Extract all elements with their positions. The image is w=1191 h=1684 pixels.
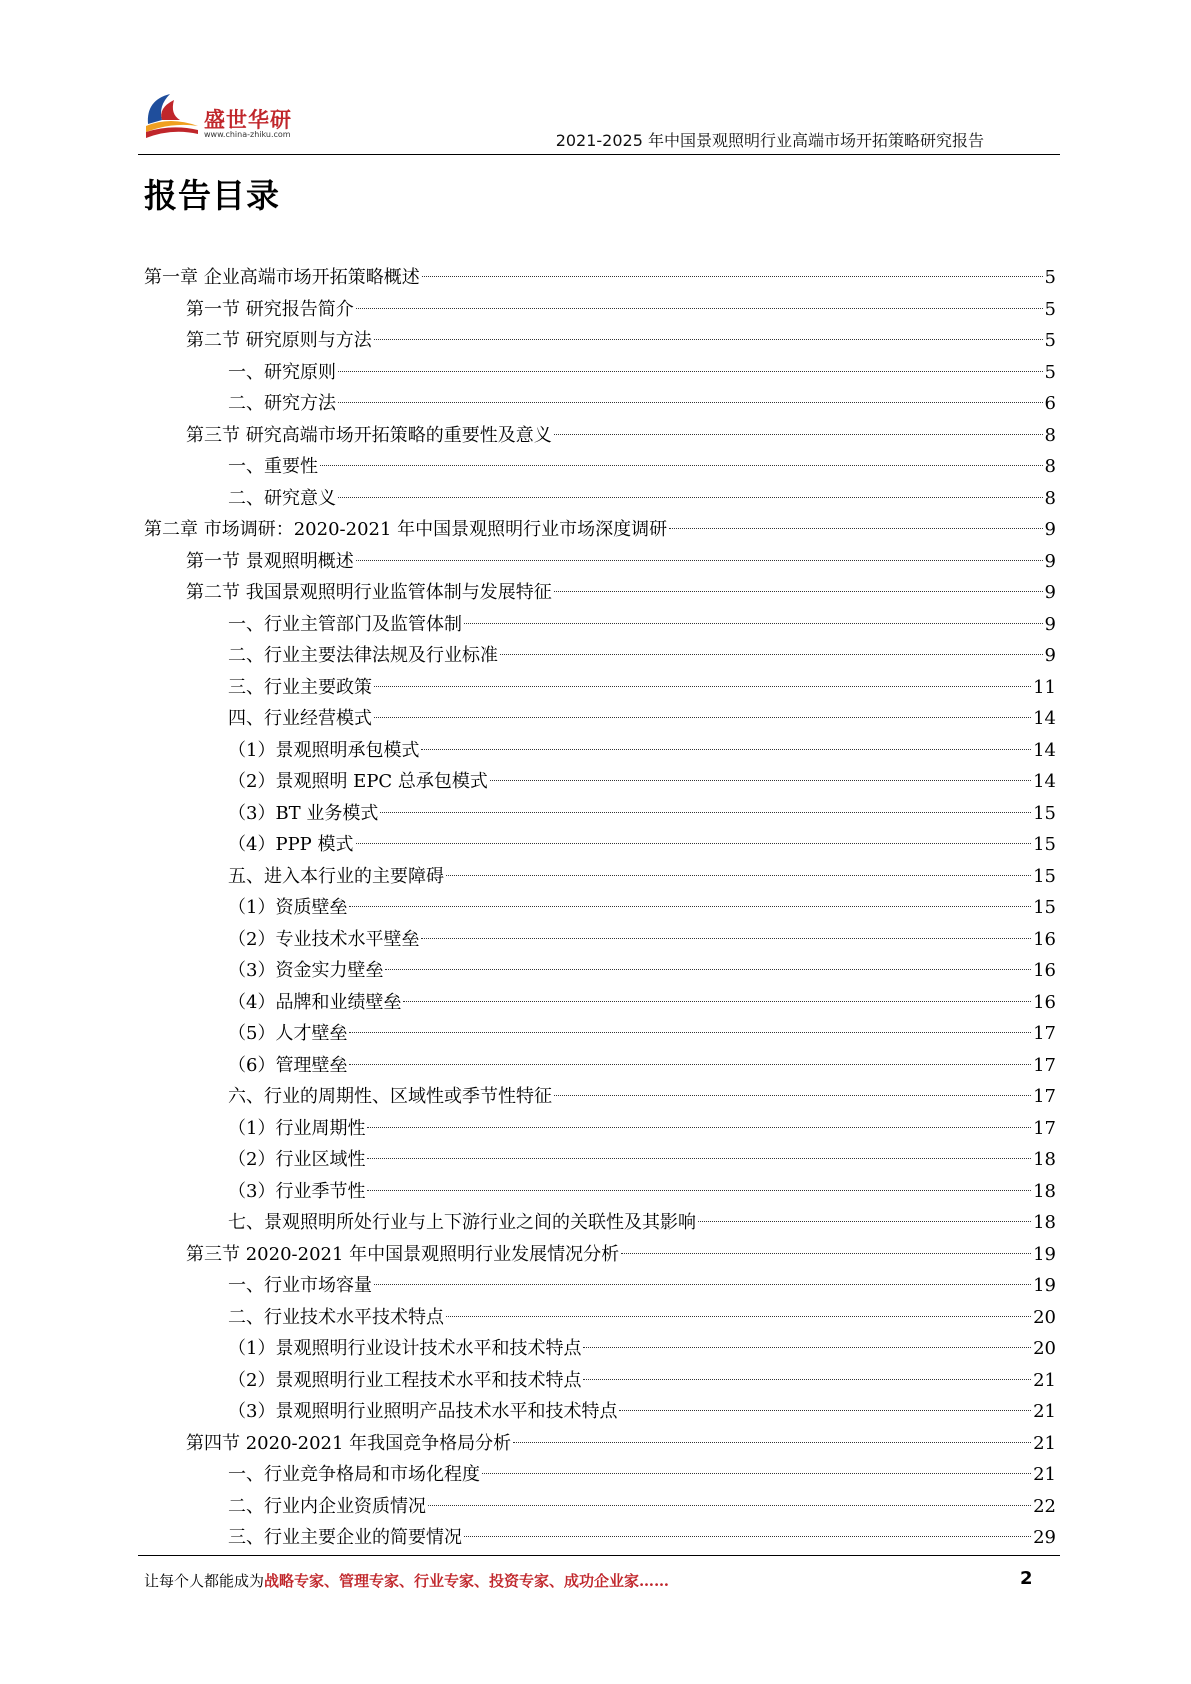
toc-dot-leader	[356, 308, 1043, 309]
toc-entry-page: 17	[1033, 1023, 1056, 1044]
toc-entry-title: 第三节 研究高端市场开拓策略的重要性及意义	[186, 424, 552, 446]
toc-dot-leader	[374, 339, 1043, 340]
toc-dot-leader	[464, 1536, 1031, 1537]
toc-entry-title: （5）人才壁垒	[228, 1023, 348, 1044]
toc-entry-page: 8	[1044, 424, 1056, 446]
toc-entry-page: 8	[1044, 456, 1056, 477]
toc-entry[interactable]	[144, 1302, 1056, 1334]
toc-entry[interactable]	[144, 325, 1056, 357]
toc-entry-title: 一、行业主管部门及监管体制	[228, 613, 462, 635]
toc-entry-page: 9	[1044, 613, 1056, 635]
toc-entry-title: （3）行业季节性	[228, 1180, 366, 1202]
toc-entry-page: 18	[1033, 1212, 1056, 1233]
toc-entry-page: 19	[1033, 1275, 1056, 1296]
toc-dot-leader	[446, 1316, 1031, 1317]
slogan-roles: 战略专家、管理专家、行业专家、投资专家、成功企业家……	[264, 1572, 670, 1590]
toc-dot-leader	[356, 843, 1032, 844]
toc-entry[interactable]	[144, 357, 1056, 389]
toc-entry-title: 二、研究方法	[228, 393, 336, 414]
logo-text: 盛世华研	[204, 108, 292, 132]
toc-entry[interactable]	[144, 861, 1056, 893]
toc-entry[interactable]	[144, 640, 1056, 672]
toc-entry-title: 二、行业主要法律法规及行业标准	[228, 645, 498, 666]
toc-dot-leader	[446, 875, 1031, 876]
footer-slogan	[144, 1570, 669, 1591]
toc-entry-title: （1）景观照明承包模式	[228, 739, 420, 761]
logo-url: www.china-zhiku.com	[204, 130, 291, 139]
toc-entry-title: 三、行业主要政策	[228, 676, 372, 698]
toc-dot-leader	[403, 1001, 1031, 1002]
toc-entry-page: 15	[1033, 802, 1056, 824]
company-logo	[140, 86, 300, 146]
toc-entry-title: 第一章 企业高端市场开拓策略概述	[144, 267, 420, 288]
toc-entry-title: （4）PPP 模式	[228, 834, 354, 855]
toc-entry[interactable]	[144, 1396, 1056, 1428]
toc-dot-leader	[490, 780, 1031, 781]
toc-dot-leader	[554, 434, 1043, 435]
toc-entry-page: 9	[1044, 550, 1056, 572]
toc-entry-title: 第一节 研究报告简介	[186, 298, 354, 320]
toc-entry[interactable]	[144, 1270, 1056, 1302]
toc-entry-title: （1）景观照明行业设计技术水平和技术特点	[228, 1338, 582, 1359]
toc-entry[interactable]	[144, 1365, 1056, 1397]
toc-dot-leader	[367, 1127, 1031, 1128]
toc-entry[interactable]	[144, 1333, 1056, 1365]
toc-entry[interactable]	[144, 829, 1056, 861]
toc-entry[interactable]	[144, 1239, 1056, 1271]
toc-dot-leader	[428, 1505, 1031, 1506]
toc-entry-page: 17	[1033, 1086, 1056, 1107]
toc-entry-title: 七、景观照明所处行业与上下游行业之间的关联性及其影响	[228, 1212, 696, 1233]
toc-entry-page: 21	[1033, 1464, 1056, 1485]
footer-divider	[138, 1555, 1060, 1556]
toc-entry-title: 一、研究原则	[228, 361, 336, 383]
toc-entry[interactable]	[144, 987, 1056, 1019]
toc-entry[interactable]	[144, 1207, 1056, 1239]
toc-entry-title: 第一节 景观照明概述	[186, 550, 354, 572]
toc-entry-page: 5	[1044, 267, 1056, 288]
toc-dot-leader	[367, 1158, 1031, 1159]
toc-entry[interactable]	[144, 1428, 1056, 1460]
toc-heading: 报告目录	[144, 176, 280, 215]
toc-dot-leader	[349, 1064, 1031, 1065]
header-divider	[138, 154, 1060, 155]
toc-dot-leader	[482, 1473, 1031, 1474]
toc-entry[interactable]	[144, 1522, 1056, 1554]
toc-entry-title: 第四节 2020-2021 年我国竞争格局分析	[186, 1432, 512, 1454]
toc-entry-title: 第二章 市场调研：2020-2021 年中国景观照明行业市场深度调研	[144, 519, 668, 540]
toc-entry-title: 二、行业技术水平技术特点	[228, 1306, 444, 1328]
toc-entry[interactable]	[144, 1176, 1056, 1208]
toc-entry-title: 一、行业市场容量	[228, 1275, 372, 1296]
toc-dot-leader	[621, 1253, 1031, 1254]
toc-dot-leader	[338, 371, 1043, 372]
toc-entry[interactable]	[144, 1018, 1056, 1050]
toc-entry-page: 16	[1033, 960, 1056, 981]
toc-entry[interactable]	[144, 514, 1056, 546]
toc-entry[interactable]	[144, 262, 1056, 294]
toc-dot-leader	[380, 812, 1031, 813]
toc-entry[interactable]	[144, 766, 1056, 798]
toc-entry-title: 五、进入本行业的主要障碍	[228, 865, 444, 887]
toc-entry-page: 14	[1033, 771, 1056, 792]
toc-dot-leader	[421, 749, 1031, 750]
toc-entry-title: （3）景观照明行业照明产品技术水平和技术特点	[228, 1401, 618, 1422]
toc-entry[interactable]	[144, 735, 1056, 767]
toc-entry[interactable]	[144, 609, 1056, 641]
toc-entry[interactable]	[144, 955, 1056, 987]
toc-entry-title: （2）景观照明行业工程技术水平和技术特点	[228, 1369, 582, 1391]
toc-dot-leader	[349, 1032, 1031, 1033]
toc-entry-page: 5	[1044, 330, 1056, 351]
toc-dot-leader	[422, 276, 1043, 277]
toc-entry-title: 一、重要性	[228, 456, 318, 477]
toc-entry-title: （2）景观照明 EPC 总承包模式	[228, 771, 488, 792]
toc-entry-title: （6）管理壁垒	[228, 1054, 348, 1076]
toc-entry-title: 第二节 我国景观照明行业监管体制与发展特征	[186, 582, 552, 603]
toc-entry-title: （4）品牌和业绩壁垒	[228, 991, 402, 1013]
toc-entry-title: 第三节 2020-2021 年中国景观照明行业发展情况分析	[186, 1243, 620, 1265]
toc-entry[interactable]	[144, 451, 1056, 483]
toc-entry-title: 一、行业竞争格局和市场化程度	[228, 1464, 480, 1485]
toc-dot-leader	[374, 1284, 1031, 1285]
toc-entry-page: 6	[1044, 393, 1056, 414]
page-header	[138, 80, 1060, 160]
page-number: 2	[1020, 1568, 1033, 1589]
toc-entry-title: （1）资质壁垒	[228, 897, 348, 918]
toc-entry-page: 14	[1033, 739, 1056, 761]
toc-entry[interactable]	[144, 294, 1056, 326]
toc-entry-page: 14	[1033, 708, 1056, 729]
toc-entry-page: 9	[1044, 519, 1056, 540]
toc-entry-title: （3）BT 业务模式	[228, 802, 379, 824]
toc-entry-page: 15	[1033, 897, 1056, 918]
toc-entry[interactable]	[144, 1491, 1056, 1523]
toc-entry-page: 16	[1033, 928, 1056, 950]
toc-entry[interactable]	[144, 388, 1056, 420]
toc-dot-leader	[367, 1190, 1031, 1191]
toc-entry-page: 20	[1033, 1338, 1056, 1359]
toc-entry-page: 17	[1033, 1117, 1056, 1139]
toc-entry-page: 16	[1033, 991, 1056, 1013]
toc-entry-title: 四、行业经营模式	[228, 708, 372, 729]
toc-entry[interactable]	[144, 1459, 1056, 1491]
toc-entry-title: （2）专业技术水平壁垒	[228, 928, 420, 950]
toc-dot-leader	[464, 623, 1043, 624]
toc-entry-title: 第二节 研究原则与方法	[186, 330, 372, 351]
toc-entry[interactable]	[144, 924, 1056, 956]
toc-entry[interactable]	[144, 1081, 1056, 1113]
toc-entry-page: 15	[1033, 834, 1056, 855]
toc-dot-leader	[583, 1379, 1031, 1380]
toc-entry-title: 三、行业主要企业的简要情况	[228, 1527, 462, 1548]
toc-entry-title: 六、行业的周期性、区域性或季节性特征	[228, 1086, 552, 1107]
toc-entry-title: 二、行业内企业资质情况	[228, 1495, 426, 1517]
toc-dot-leader	[698, 1221, 1031, 1222]
toc-entry[interactable]	[144, 798, 1056, 830]
toc-entry-page: 21	[1033, 1369, 1056, 1391]
toc-entry-page: 21	[1033, 1401, 1056, 1422]
toc-entry[interactable]	[144, 1113, 1056, 1145]
toc-dot-leader	[374, 717, 1031, 718]
toc-dot-leader	[554, 591, 1043, 592]
toc-entry-page: 22	[1033, 1495, 1056, 1517]
toc-entry-page: 18	[1033, 1180, 1056, 1202]
toc-dot-leader	[421, 938, 1031, 939]
toc-entry-page: 21	[1033, 1432, 1056, 1454]
toc-entry-page: 17	[1033, 1054, 1056, 1076]
toc-entry-title: （2）行业区域性	[228, 1149, 366, 1170]
toc-dot-leader	[554, 1095, 1031, 1096]
toc-dot-leader	[338, 497, 1043, 498]
toc-entry-page: 8	[1044, 487, 1056, 509]
toc-entry-page: 9	[1044, 645, 1056, 666]
toc-entry-page: 11	[1033, 676, 1056, 698]
toc-entry[interactable]	[144, 420, 1056, 452]
toc-dot-leader	[513, 1442, 1031, 1443]
toc-entry-page: 29	[1033, 1527, 1056, 1548]
toc-entry-title: （3）资金实力壁垒	[228, 960, 384, 981]
toc-dot-leader	[500, 654, 1043, 655]
toc-entry-title: （1）行业周期性	[228, 1117, 366, 1139]
toc-dot-leader	[338, 402, 1043, 403]
toc-entry[interactable]	[144, 703, 1056, 735]
toc-entry-page: 5	[1044, 361, 1056, 383]
toc-dot-leader	[349, 906, 1031, 907]
toc-entry-page: 15	[1033, 865, 1056, 887]
toc-dot-leader	[669, 528, 1042, 529]
toc-entry[interactable]	[144, 483, 1056, 515]
toc-entry-page: 19	[1033, 1243, 1056, 1265]
toc-entry[interactable]	[144, 577, 1056, 609]
toc-entry[interactable]	[144, 672, 1056, 704]
toc-dot-leader	[374, 686, 1031, 687]
toc-entry[interactable]	[144, 1144, 1056, 1176]
toc-dot-leader	[385, 969, 1031, 970]
toc-entry-page: 18	[1033, 1149, 1056, 1170]
toc-entry-page: 5	[1044, 298, 1056, 320]
toc-entry-title: 二、研究意义	[228, 487, 336, 509]
table-of-contents	[144, 262, 1056, 1554]
logo-emblem-icon	[140, 86, 204, 146]
toc-entry-page: 9	[1044, 582, 1056, 603]
toc-entry[interactable]	[144, 892, 1056, 924]
slogan-prefix: 让每个人都能成为	[144, 1572, 265, 1590]
toc-dot-leader	[619, 1410, 1031, 1411]
toc-entry[interactable]	[144, 1050, 1056, 1082]
toc-entry-page: 20	[1033, 1306, 1056, 1328]
report-title: 2021-2025 年中国景观照明行业高端市场开拓策略研究报告	[555, 131, 984, 150]
toc-dot-leader	[320, 465, 1043, 466]
toc-dot-leader	[356, 560, 1043, 561]
toc-dot-leader	[583, 1347, 1031, 1348]
toc-entry[interactable]	[144, 546, 1056, 578]
